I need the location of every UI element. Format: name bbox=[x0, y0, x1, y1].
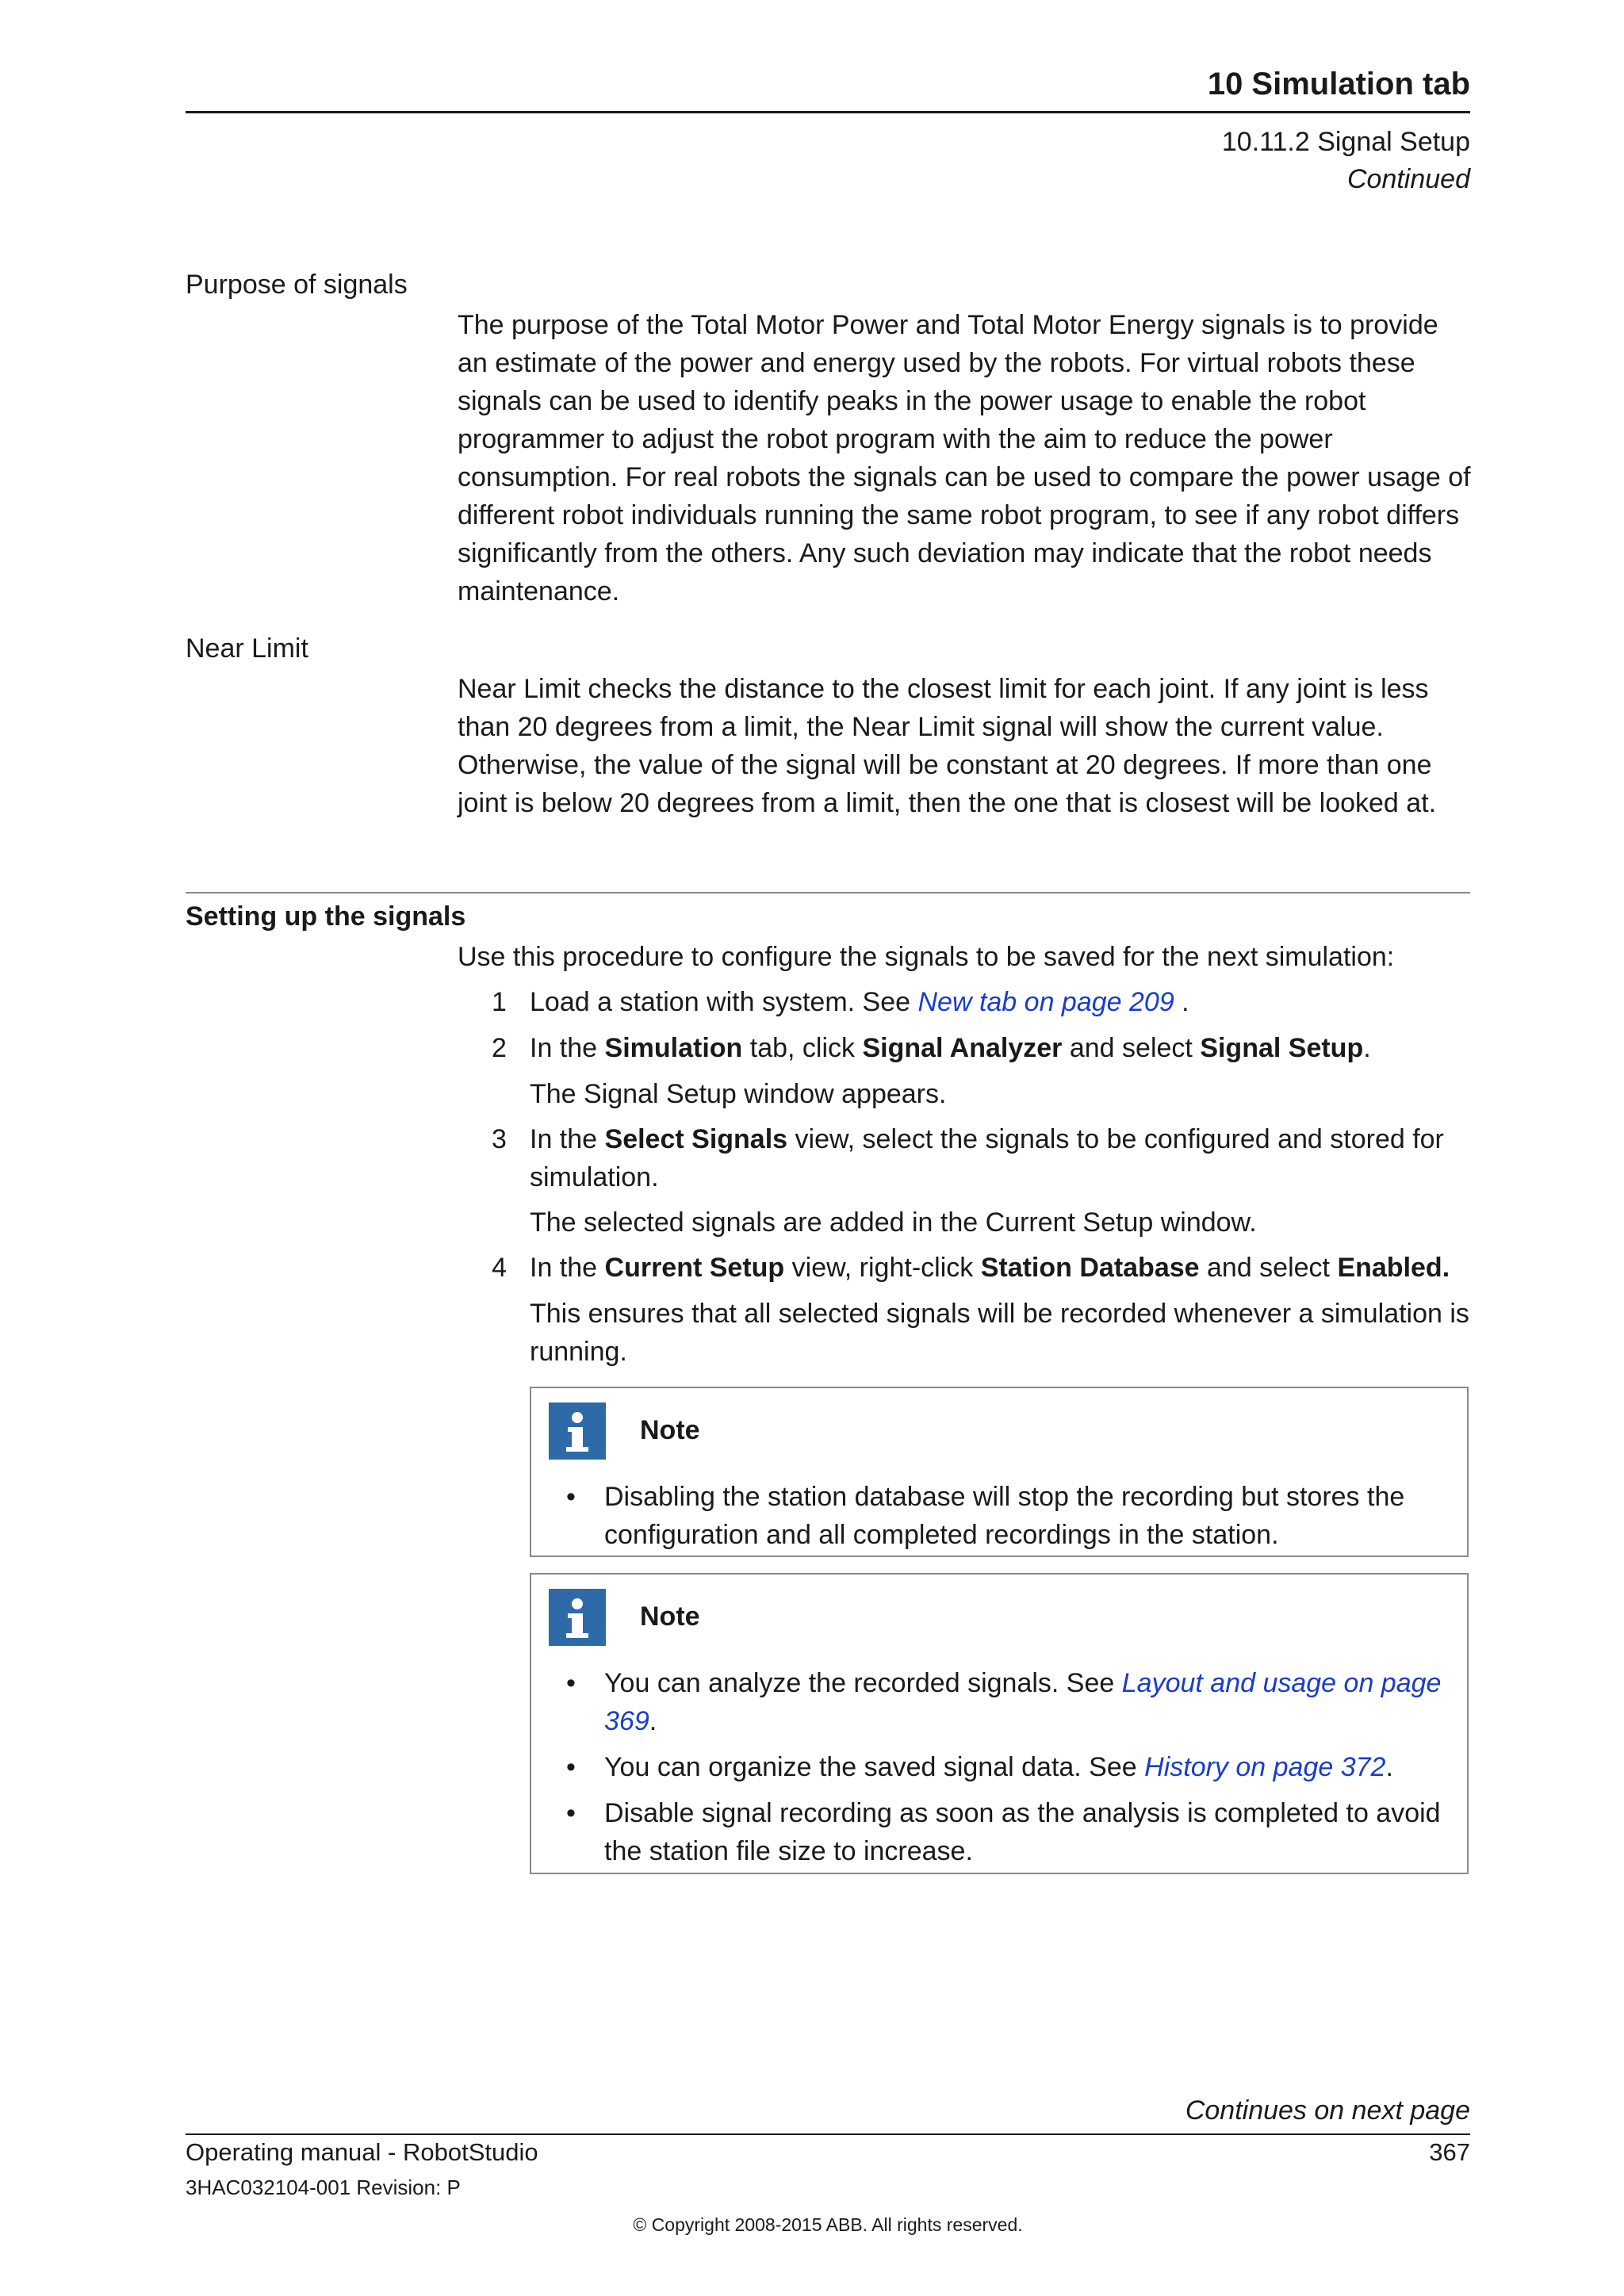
note-box bbox=[530, 1387, 1469, 1557]
step-text: In the Select Signals view, select the signals to be configured and stored for simulation. bbox=[530, 1124, 1444, 1192]
near-limit-heading: Near Limit bbox=[186, 633, 308, 664]
step-number: 4 bbox=[492, 1253, 507, 1283]
step-2-result: The Signal Setup window appears. bbox=[530, 1079, 947, 1109]
purpose-paragraph: The purpose of the Total Motor Power and Total Motor Energy signals is to provide an estimate of the power and energy used by the robots. For virtual robots these signals can be used to identify peaks in the power usage to enable the robot programmer to adjust the robot program with the aim to reduce the power consumption. For real robots the signals can be used to compare the power usage of different robot individuals running the same robot program, to see if any robot differs significantly from the others. Any such deviation may indicate that the robot needs maintenance. bbox=[458, 310, 1471, 607]
new-tab-link[interactable]: New tab on page 209 bbox=[917, 987, 1174, 1017]
setup-heading: Setting up the signals bbox=[186, 901, 466, 932]
step-number: 2 bbox=[492, 1033, 507, 1063]
step-text: Load a station with system. See New tab on page 209 . bbox=[530, 987, 1189, 1017]
copyright-notice: © Copyright 2008-2015 ABB. All rights reserved. bbox=[633, 2214, 1023, 2235]
step-3-result: The selected signals are added in the Current Setup window. bbox=[530, 1207, 1257, 1238]
bullet-dot: • bbox=[566, 1752, 576, 1782]
document-id: 3HAC032104-001 Revision: P bbox=[186, 2175, 461, 2199]
section-reference: 10.11.2 Signal Setup bbox=[1221, 127, 1470, 157]
setup-intro: Use this procedure to configure the signals to be saved for the next simulation: bbox=[458, 942, 1395, 972]
continued-label: Continued bbox=[1346, 164, 1470, 194]
page-number: 367 bbox=[1429, 2138, 1470, 2166]
near-limit-paragraph: Near Limit checks the distance to the closest limit for each joint. If any joint is less than 20 degrees from a limit, the Near Limit signal will show the current value. Otherwise, the value of the signal will be constant at 20 degrees. If more than one joint is below 20 degrees from a limit, then the one that is closest will be looked at. bbox=[458, 674, 1437, 818]
bullet-text: You can analyze the recorded signals. See Layout and usage on page 369. bbox=[604, 1668, 1442, 1736]
note-title: Note bbox=[640, 1415, 700, 1445]
note-box bbox=[530, 1573, 1469, 1874]
chapter-title: 10 Simulation tab bbox=[1207, 67, 1470, 101]
bullet-text: Disabling the station database will stop the recording but stores the configuration and all completed recordings in the station. bbox=[604, 1482, 1405, 1550]
bullet-dot: • bbox=[566, 1798, 576, 1828]
info-icon bbox=[549, 1402, 606, 1460]
note-title: Note bbox=[640, 1601, 700, 1632]
step-number: 3 bbox=[492, 1124, 507, 1154]
step-text: In the Simulation tab, click Signal Analyzer and select Signal Setup. bbox=[530, 1033, 1371, 1063]
step-text: In the Current Setup view, right-click Station Database and select Enabled. bbox=[530, 1253, 1450, 1283]
layout-usage-link[interactable]: Layout and usage on page 369 bbox=[604, 1668, 1442, 1736]
step-4-result: This ensures that all selected signals will be recorded whenever a simulation is running. bbox=[530, 1299, 1469, 1367]
footer-rule bbox=[186, 2133, 1470, 2135]
bullet-text: You can organize the saved signal data. See History on page 372. bbox=[604, 1752, 1393, 1782]
manual-title: Operating manual - RobotStudio bbox=[186, 2138, 538, 2166]
section-divider bbox=[186, 892, 1470, 894]
history-link[interactable]: History on page 372 bbox=[1144, 1752, 1386, 1782]
bullet-dot: • bbox=[566, 1668, 576, 1698]
info-icon bbox=[549, 1589, 606, 1646]
bullet-dot: • bbox=[566, 1482, 576, 1512]
bullet-text: Disable signal recording as soon as the analysis is completed to avoid the station file size to increase. bbox=[604, 1798, 1441, 1866]
continues-next-label: Continues on next page bbox=[1185, 2095, 1470, 2126]
header-rule bbox=[186, 111, 1470, 113]
step-number: 1 bbox=[492, 987, 507, 1017]
purpose-heading: Purpose of signals bbox=[186, 270, 408, 300]
